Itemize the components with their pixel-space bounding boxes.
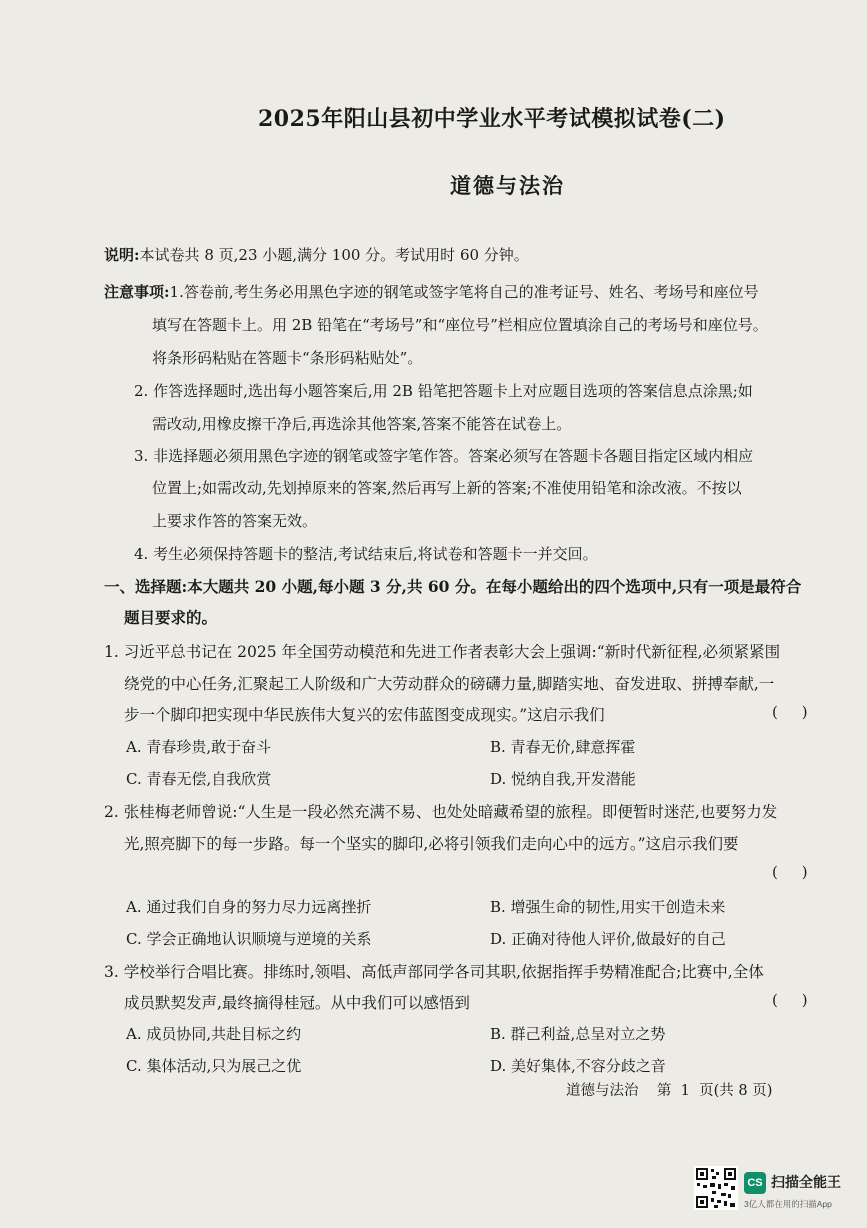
intro-line xyxy=(104,244,529,265)
q2-option-b: B. 增强生命的韧性,用实干创造未来 xyxy=(490,898,726,916)
intro-text: 本试卷共 8 页,23 小题,满分 100 分。考试用时 60 分钟。 xyxy=(139,246,529,264)
note4: 4. 考生必须保持答题卡的整洁,考试结束后,将试卷和答题卡一并交回。 xyxy=(134,545,598,563)
q1-option-d: D. 悦纳自我,开发潜能 xyxy=(490,770,636,788)
q3-answer-paren: ( ) xyxy=(772,991,808,1009)
q1-option-c: C. 青春无偿,自我欣赏 xyxy=(126,770,272,788)
q3-option-a: A. 成员协同,共赴目标之约 xyxy=(126,1025,302,1043)
q1-answer-paren: ( ) xyxy=(772,703,808,721)
q3-option-d: D. 美好集体,不容分歧之音 xyxy=(490,1057,666,1075)
q3-stem-line1: 3. 学校举行合唱比赛。排练时,领唱、高低声部同学各司其职,依据指挥手势精准配合;比赛中,全体 xyxy=(104,963,764,981)
subject-title: 道德与法治 xyxy=(450,173,565,198)
note1-line1 xyxy=(104,281,759,302)
q1-option-b: B. 青春无价,肆意挥霍 xyxy=(490,738,636,756)
note1-line3: 将条形码粘贴在答题卡“条形码粘贴处”。 xyxy=(152,349,423,367)
q2-option-a: A. 通过我们自身的努力尽力远离挫折 xyxy=(126,898,372,916)
section1-heading-line2: 题目要求的。 xyxy=(124,608,218,627)
notes-label: 注意事项: xyxy=(104,283,170,301)
q3-option-b: B. 群己利益,总呈对立之势 xyxy=(490,1025,666,1043)
q3-option-c: C. 集体活动,只为展己之优 xyxy=(126,1057,302,1075)
page-footer: 道德与法治 第 1 页(共 8 页) xyxy=(566,1083,773,1099)
q2-option-d: D. 正确对待他人评价,做最好的自己 xyxy=(490,930,726,948)
intro-label: 说明: xyxy=(104,246,140,264)
scanner-app-name: 扫描全能王 xyxy=(771,1174,841,1190)
scanner-tagline: 3亿人都在用的扫描App xyxy=(744,1199,832,1209)
scanner-stamp xyxy=(694,1166,854,1216)
section1-heading-line1: 一、选择题:本大题共 20 小题,每小题 3 分,共 60 分。在每小题给出的四个选项中,只有一项是最符合 xyxy=(104,577,802,596)
q1-stem-line3: 步一个脚印把实现中华民族伟大复兴的宏伟蓝图变成现实。”这启示我们 xyxy=(124,706,605,724)
note3-line3: 上要求作答的答案无效。 xyxy=(152,512,318,530)
q2-stem-line2: 光,照亮脚下的每一步路。每一个坚实的脚印,必将引领我们走向心中的远方。”这启示我们要 xyxy=(124,835,739,853)
camscanner-logo-icon: CS xyxy=(744,1172,766,1194)
qr-code-icon xyxy=(694,1166,738,1210)
q2-option-c: C. 学会正确地认识顺境与逆境的关系 xyxy=(126,930,372,948)
note3-line1: 3. 非选择题必须用黑色字迹的钢笔或签字笔作答。答案必须写在答题卡各题目指定区域内相应 xyxy=(134,447,754,465)
note3-line2: 位置上;如需改动,先划掉原来的答案,然后再写上新的答案;不准使用铅笔和涂改液。不按以 xyxy=(152,479,742,497)
q3-stem-line2: 成员默契发声,最终摘得桂冠。从中我们可以感悟到 xyxy=(124,994,470,1012)
exam-title: 2025年阳山县初中学业水平考试模拟试卷(二) xyxy=(258,106,726,132)
note1-line1-text: 1.答卷前,考生务必用黑色字迹的钢笔或签字笔将自己的准考证号、姓名、考场号和座位号 xyxy=(169,283,759,301)
q2-answer-paren: ( ) xyxy=(772,863,808,881)
note1-line2: 填写在答题卡上。用 2B 铅笔在“考场号”和“座位号”栏相应位置填涂自己的考场号和座位号。 xyxy=(152,316,768,334)
q1-stem-line1: 1. 习近平总书记在 2025 年全国劳动模范和先进工作者表彰大会上强调:“新时代新征程,必须紧紧围 xyxy=(104,643,781,661)
q2-stem-line1: 2. 张桂梅老师曾说:“人生是一段必然充满不易、也处处暗藏希望的旅程。即便暂时迷茫,也要努力发 xyxy=(104,803,778,821)
q1-option-a: A. 青春珍贵,敢于奋斗 xyxy=(126,738,272,756)
q1-stem-line2: 绕党的中心任务,汇聚起工人阶级和广大劳动群众的磅礴力量,脚踏实地、奋发进取、拼搏奉献,一 xyxy=(124,675,775,693)
note2-line1: 2. 作答选择题时,选出每小题答案后,用 2B 铅笔把答题卡上对应题目选项的答案信息点涂黑;如 xyxy=(134,382,753,400)
note2-line2: 需改动,用橡皮擦干净后,再选涂其他答案,答案不能答在试卷上。 xyxy=(152,415,572,433)
